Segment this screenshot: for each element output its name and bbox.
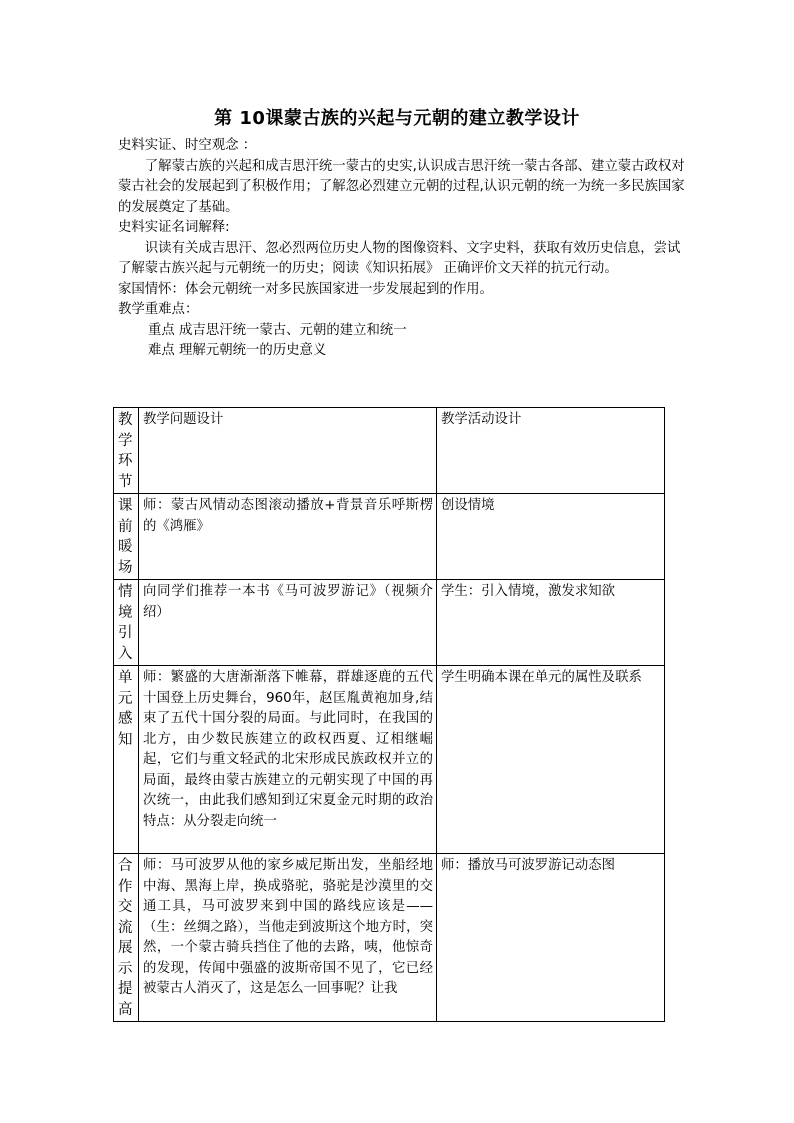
objective-heading-1: 史料实证、时空观念 ： xyxy=(118,138,257,153)
activity-cell: 学生明确本课在单元的属性及联系 xyxy=(437,666,665,854)
activity-cell: 学生：引入情境，激发求知欲 xyxy=(437,580,665,666)
question-cell: 师：蒙古风情动态图滚动播放+背景音乐呼斯楞的《鸿雁》 xyxy=(139,494,437,580)
table-row xyxy=(114,580,665,666)
objective-heading-3: 家国情怀：体会元朝统一对多民族国家进一步发展起到的作用。 xyxy=(118,281,493,297)
stage-cell: 合作交流展示提高 xyxy=(114,854,139,1022)
objective-paragraph-2: 识读有关成吉思汗、忽必烈两位历史人物的图像资料、文字史料，获取有效历史信息，尝试了解蒙古族兴起与元朝统一的历史；阅读《知识拓展》 正确评价文天祥的抗元行动。 xyxy=(118,240,681,276)
stage-cell: 课前暖场 xyxy=(114,494,139,580)
stage-cell: 情境引入 xyxy=(114,580,139,666)
objective-heading-2: 史料实证名词解释: xyxy=(118,220,230,235)
header-stage-cell: 教学环节 xyxy=(114,408,139,494)
difficult-point: 难点 理解元朝统一的历史意义 xyxy=(148,343,327,358)
activity-cell: 创设情境 xyxy=(437,494,665,580)
table-header-row xyxy=(114,408,665,494)
table-row xyxy=(114,494,665,580)
key-points-heading: 教学重难点： xyxy=(118,302,199,317)
lesson-plan-table xyxy=(113,407,665,1022)
question-cell: 向同学们推荐一本书《马可波罗游记》（视频介绍） xyxy=(139,580,437,666)
header-activity-cell: 教学活动设计 xyxy=(437,408,665,494)
question-cell: 师：繁盛的大唐渐渐落下帷幕，群雄逐鹿的五代十国登上历史舞台，960年，赵匡胤黄袍加身,结束了五代十国分裂的局面。与此同时，在我国的北方，由少数民族建立的政权西夏、辽相继崛起，它们与重文轻武的北宋形成民族政权并立的局面，最终由蒙古族建立的元朝实现了中国的再次统一，由此我们感知到辽宋夏金元时期的政治特点：从分裂走向统一 xyxy=(139,666,437,854)
question-cell: 师：马可波罗从他的家乡威尼斯出发，坐船经地中海、黑海上岸，换成骆驼，骆驼是沙漠里的交通工具，马可波罗来到中国的路线应该是——（生：丝绸之路），当他走到波斯这个地方时，突然，一个蒙古骑兵挡住了他的去路，咦，他惊奇的发现，传闻中强盛的波斯帝国不见了，它已经被蒙古人消灭了，这是怎么一回事呢？让我 xyxy=(139,854,437,1022)
intro-section xyxy=(118,136,686,362)
table-row xyxy=(114,666,665,854)
key-point: 重点 成吉思汗统一蒙古、元朝的建立和统一 xyxy=(148,322,407,338)
activity-cell: 师：播放马可波罗游记动态图 xyxy=(437,854,665,1022)
stage-cell: 单元感知 xyxy=(114,666,139,854)
objective-paragraph-1: 了解蒙古族的兴起和成吉思汗统一蒙古的史实,认识成吉思汗统一蒙古各部、建立蒙古政权对蒙古社会的发展起到了积极作用；了解忽必烈建立元朝的过程,认识元朝的统一为统一多民族国家的发展奠定了基础。 xyxy=(118,158,685,215)
table-row xyxy=(114,854,665,1022)
header-question-cell: 教学问题设计 xyxy=(139,408,437,494)
document-title: 第 10课蒙古族的兴起与元朝的建立教学设计 xyxy=(214,108,580,129)
